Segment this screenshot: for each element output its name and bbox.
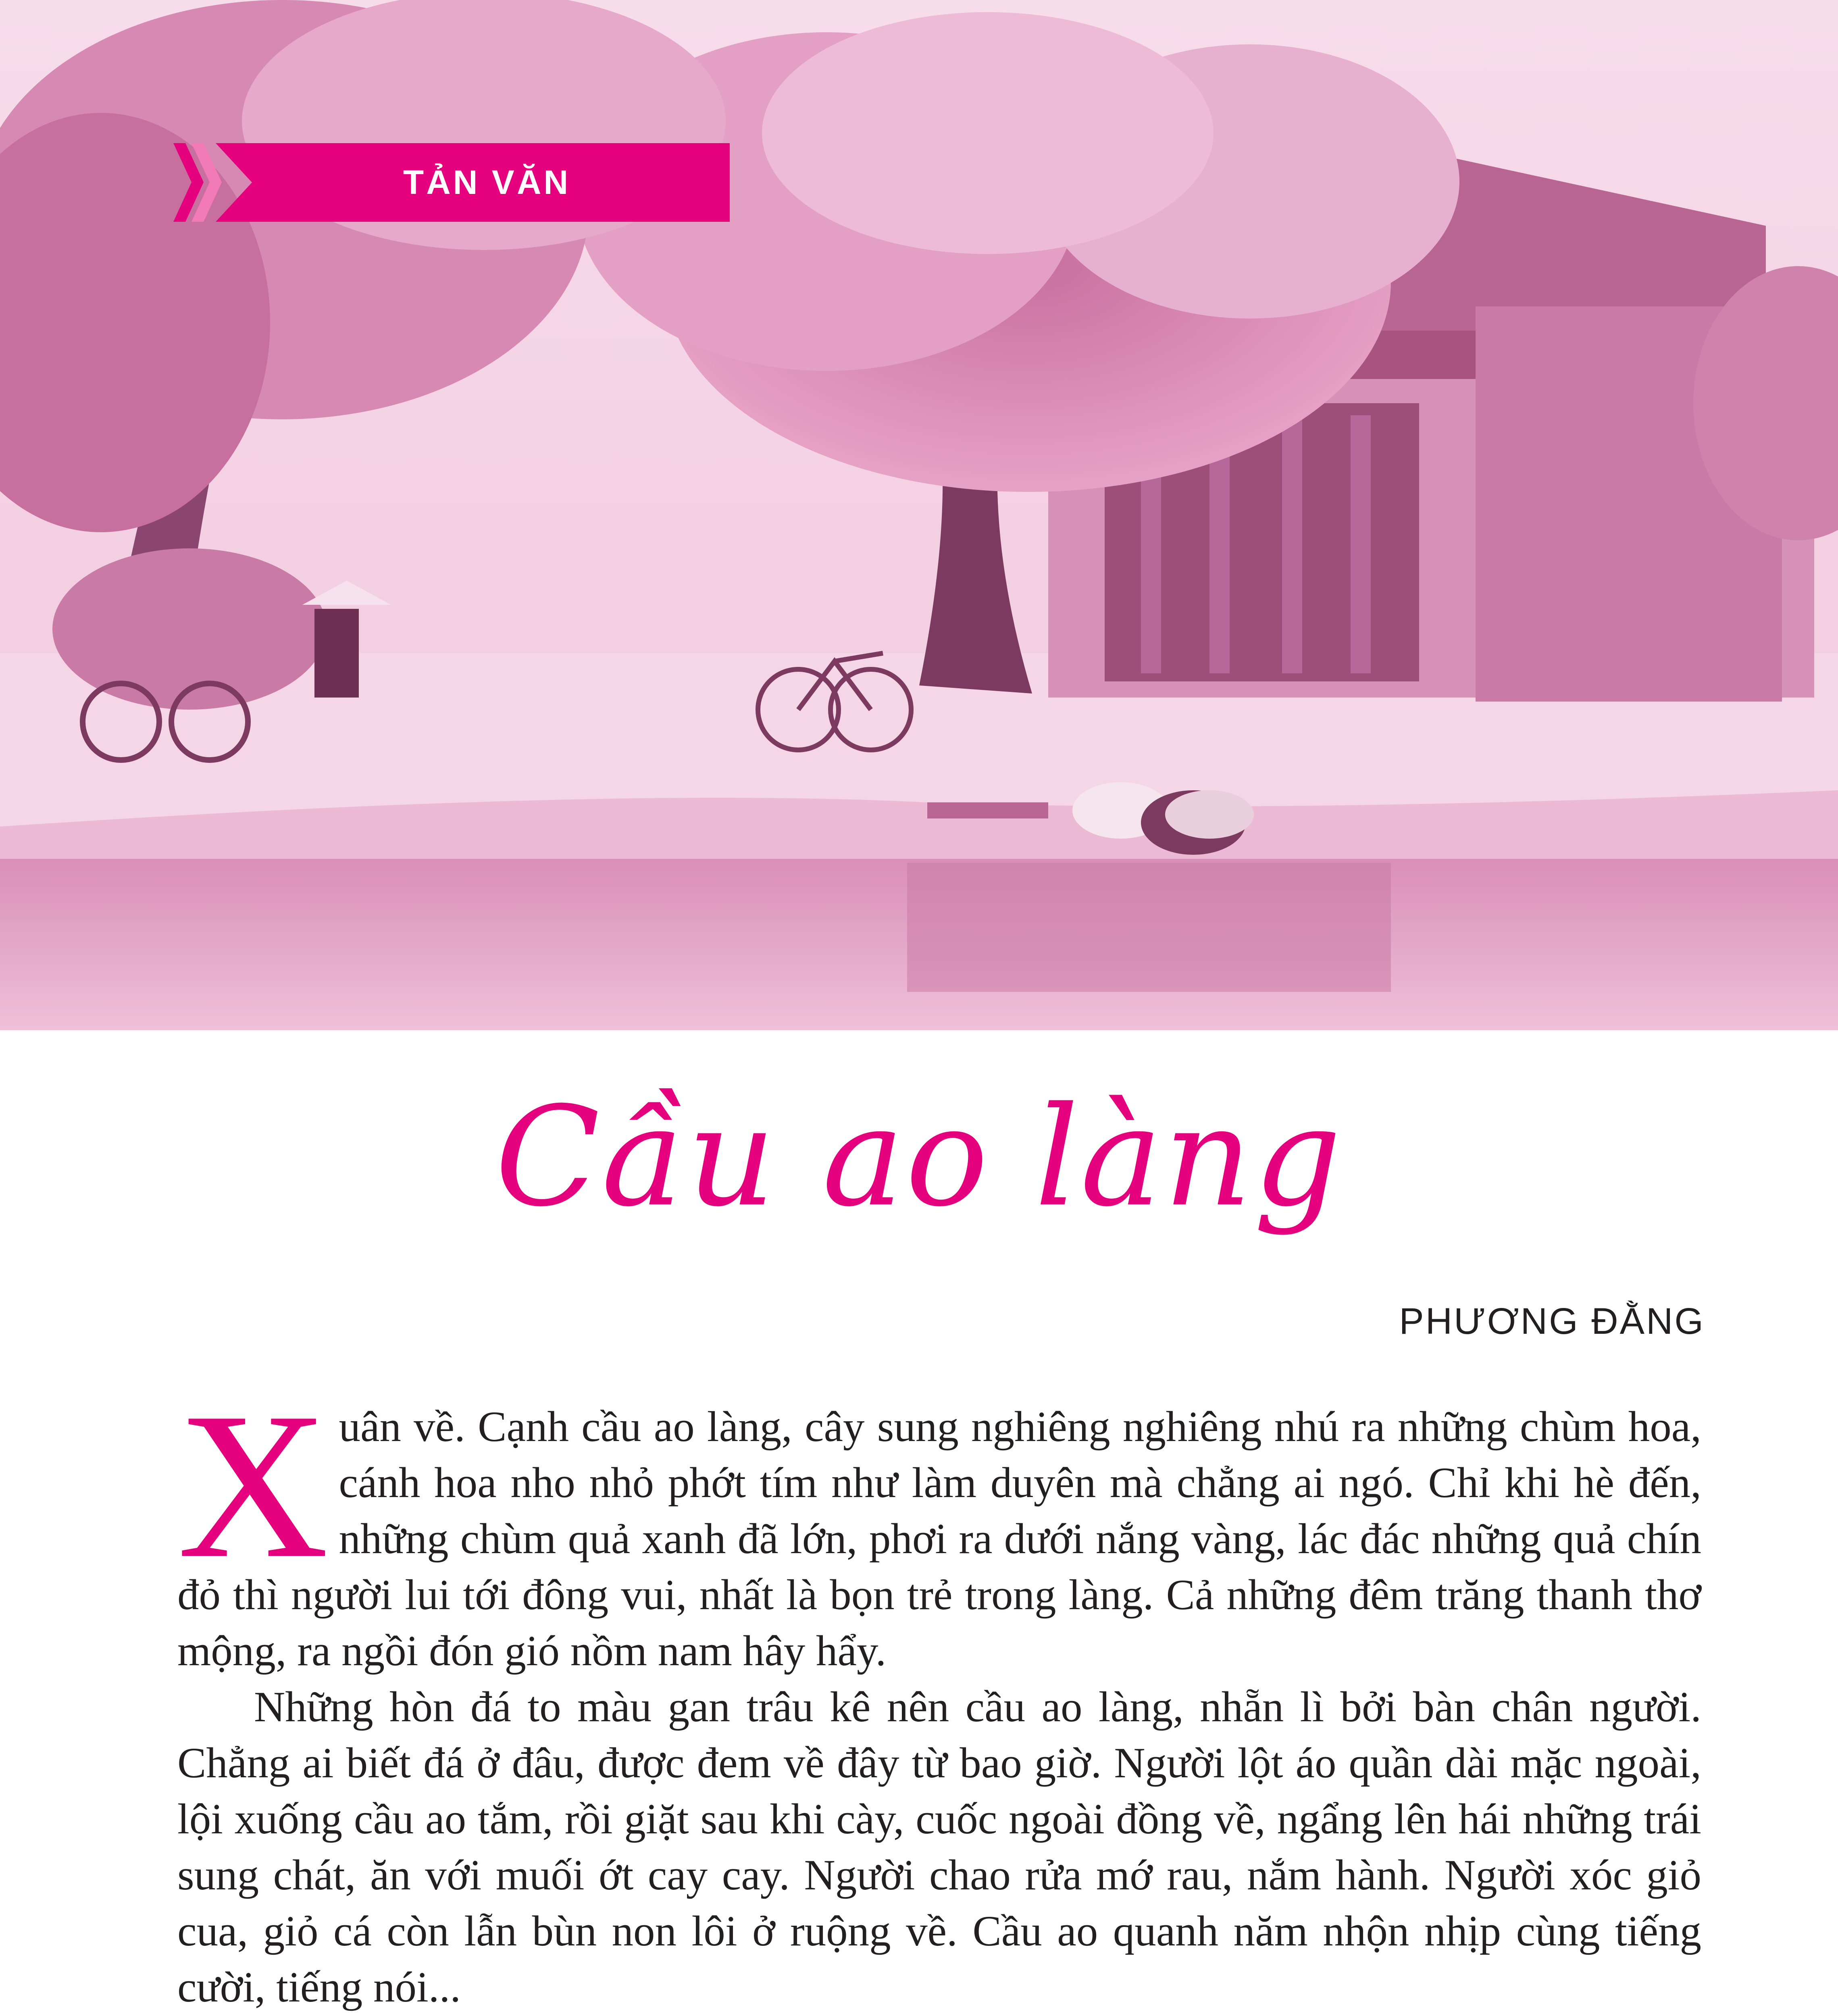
author-byline: PHƯƠNG ĐẰNG (1399, 1301, 1705, 1342)
section-badge (173, 143, 730, 222)
paragraph-1-text: uân về. Cạnh cầu ao làng, cây sung nghiêng nghiêng nhú ra những chùm hoa, cánh hoa nho nhỏ phớt tím như làm duyên mà chẳng ai ngó. Chỉ khi hè đến, những chùm quả xanh đã lớn, phơi ra dưới nắng vàng, lác đác những quả chín đỏ thì người lui tới đông vui, nhất là bọn trẻ trong làng. Cả những đêm trăng thanh thơ mộng, ra ngồi đón gió nồm nam hây hẩy. (177, 1403, 1701, 1675)
article-title: Cầu ao làng (495, 1077, 1343, 1237)
section-label: TẢN VĂN (403, 163, 571, 201)
paragraph-1 (177, 1370, 1701, 1679)
drop-cap: X (177, 1370, 329, 1602)
paragraph-2: Những hòn đá to màu gan trâu kê nên cầu ao làng, nhẵn lì bởi bàn chân người. Chẳng ai biết đá ở đâu, được đem về đây từ bao giờ. Người lột áo quần dài mặc ngoài, lội xuống cầu ao tắm, rồi giặt sau khi cày, cuốc ngoài đồng về, ngẩng lên hái những trái sung chát, ăn với muối ớt cay cay. Người chao rửa mớ rau, nắm hành. Người xóc giỏ cua, giỏ cá còn lẫn bùn non lôi ở ruộng về. Cầu ao quanh năm nhộn nhịp cùng tiếng cười, tiếng nói... (177, 1683, 1701, 2011)
article-body (177, 1370, 1701, 2016)
